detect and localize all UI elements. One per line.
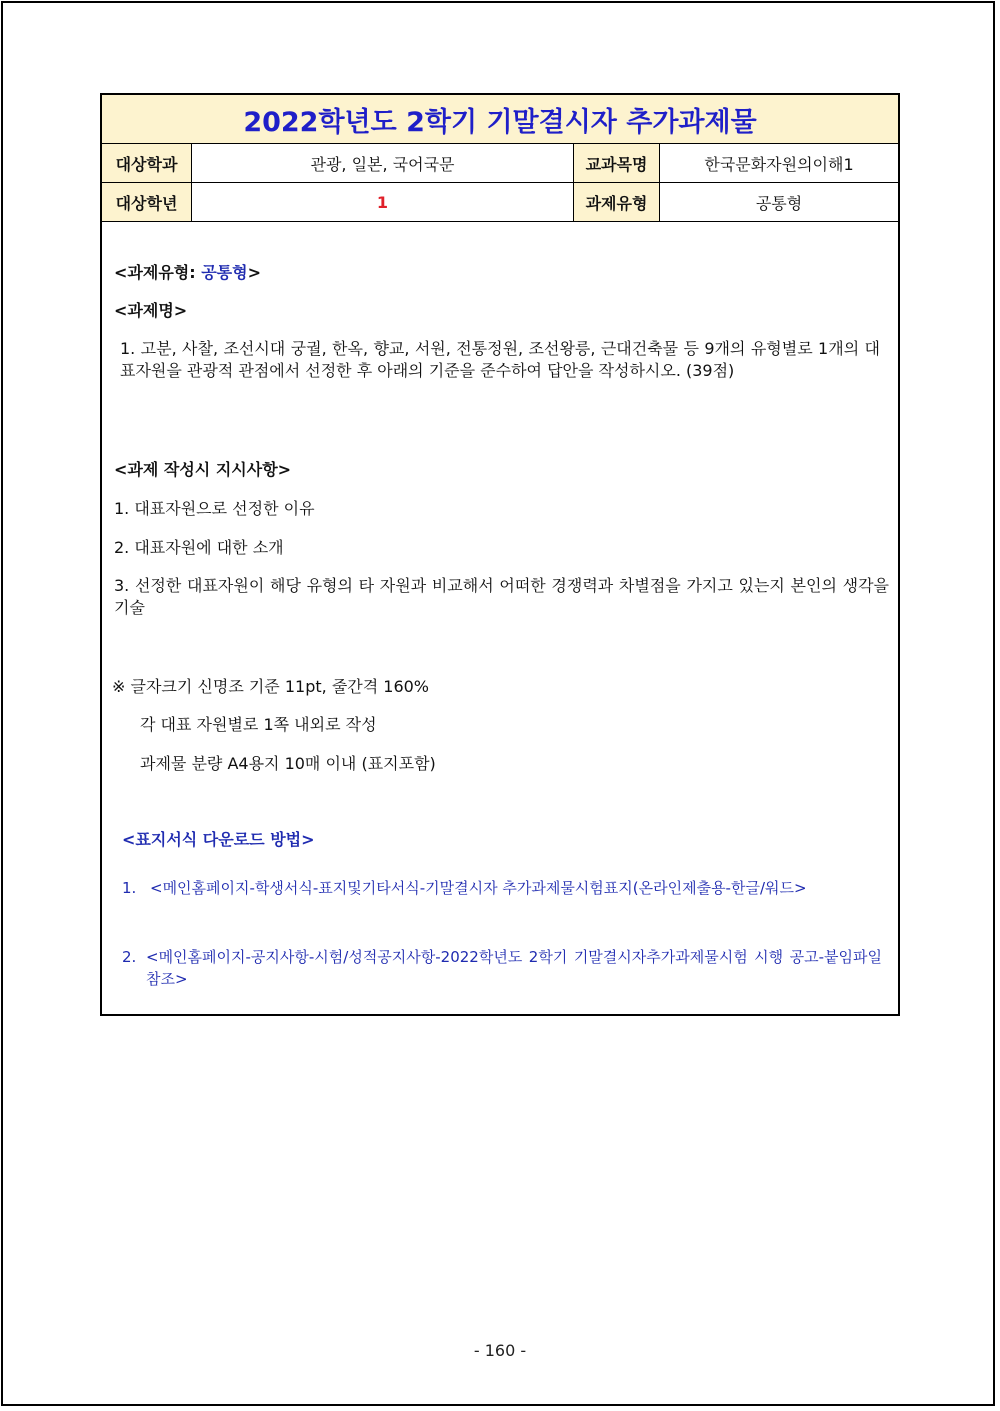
instructions-heading: <과제 작성시 지시사항> xyxy=(114,460,292,479)
assignment-document xyxy=(100,93,900,1016)
download-item-number: 2. xyxy=(122,948,137,966)
info-row-1 xyxy=(102,144,898,183)
course-value: 한국문화자원의이해1 xyxy=(704,154,854,174)
grade-value: 1 xyxy=(192,183,574,221)
note-item: 과제물 분량 A4용지 10매 이내 (표지포함) xyxy=(140,754,436,773)
assignment-body xyxy=(102,222,898,1014)
document-title: 2022학년도 2학기 기말결시자 추가과제물 xyxy=(102,95,898,144)
type-value: 공통형 xyxy=(755,193,803,213)
download-item-link[interactable]: <메인홈페이지-학생서식-표지및기타서식-기말결시자 추가과제물시험표지(온라인제출용-한글/워드> xyxy=(150,879,807,897)
grade-label: 대상학년 xyxy=(102,183,192,221)
instruction-item: 3. 선정한 대표자원이 해당 유형의 타 자원과 비교해서 어떠한 경쟁력과 차별점을 가지고 있는지 본인의 생각을 기술 xyxy=(114,576,889,617)
type-label: 과제유형 xyxy=(574,183,660,221)
download-heading: <표지서식 다운로드 방법> xyxy=(122,830,315,849)
course-label: 교과목명 xyxy=(574,144,660,182)
info-row-2 xyxy=(102,183,898,222)
task-name-heading: <과제명> xyxy=(114,301,188,320)
dept-value: 관광, 일본, 국어국문 xyxy=(192,144,574,182)
instruction-item: 2. 대표자원에 대한 소개 xyxy=(114,538,284,557)
page-number: - 160 - xyxy=(473,1341,527,1360)
note-item: 각 대표 자원별로 1쪽 내외로 작성 xyxy=(140,715,377,734)
download-item-number: 1. xyxy=(122,879,137,897)
download-item-link[interactable]: <메인홈페이지-공지사항-시험/성적공지사항-2022학년도 2학기 기말결시자추가과제물시험 시행 공고-붙임파일 참조> xyxy=(146,948,882,988)
task-type-line xyxy=(114,262,261,284)
note-item: ※ 글자크기 신명조 기준 11pt, 줄간격 160% xyxy=(112,677,430,696)
dept-label: 대상학과 xyxy=(102,144,192,182)
task-description: 1. 고분, 사찰, 조선시대 궁궐, 한옥, 향교, 서원, 전통정원, 조선왕릉, 근대건축물 등 9개의 유형별로 1개의 대표자원을 관광적 관점에서 선정한 후 아래의 기준을 준수하여 답안을 작성하시오. (39점) xyxy=(120,339,880,380)
task-type-label: <과제유형: xyxy=(114,263,196,282)
task-type-value: 공통형 xyxy=(201,263,248,282)
instruction-item: 1. 대표자원으로 선정한 이유 xyxy=(114,499,315,518)
task-type-close: > xyxy=(247,263,261,282)
